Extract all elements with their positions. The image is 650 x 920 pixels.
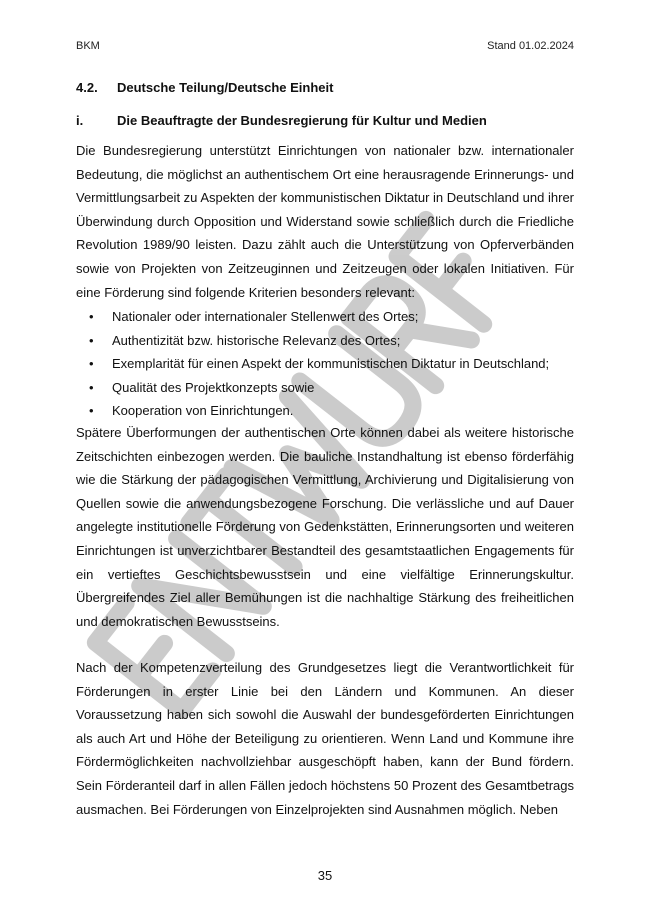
criteria-item — [76, 399, 574, 423]
page-number: 35 — [317, 868, 333, 883]
subsection-title: Die Beauftragte der Bundesregierung für Kultur und Medien — [117, 113, 487, 128]
criteria-item — [76, 376, 574, 400]
bullet-icon: • — [89, 403, 94, 419]
criteria-item — [76, 329, 574, 353]
criteria-text: Exemplarität für einen Aspekt der kommunistischen Diktatur in Deutschland; — [112, 356, 550, 372]
bullet-icon: • — [89, 356, 94, 372]
section-title: Deutsche Teilung/Deutsche Einheit — [117, 80, 334, 95]
bullet-icon: • — [89, 309, 94, 324]
criteria-list — [76, 305, 574, 423]
criteria-text: Nationaler oder internationaler Stellenwert des Ortes; — [112, 309, 419, 324]
criteria-text: Kooperation von Einrichtungen. — [112, 403, 294, 419]
header-date: Stand 01.02.2024 — [487, 40, 574, 52]
bullet-icon: • — [89, 379, 94, 395]
criteria-text: Authentizität bzw. historische Relevanz des Ortes; — [112, 332, 401, 348]
section-heading — [76, 80, 333, 95]
subsection-number: i. — [76, 113, 84, 128]
document-page — [76, 0, 574, 920]
subsection-heading — [76, 113, 487, 128]
criteria-item — [76, 305, 574, 329]
paragraph-competence: Nach der Kompetenzverteilung des Grundgesetzes liegt die Verantwortlichkeit für Förderungen in erster Linie bei den Ländern und Kommunen. An dieser Voraussetzung haben sich sowohl die Auswahl der bundesgeförderten Einrichtungen als auch Art und Höhe der Beteiligung zu orientieren. Wenn Land und Kommune ihre Fördermöglichkeiten nachvollziehbar ausgeschöpft haben, kann der Bund fördern. Sein Förderanteil darf in allen Fällen jedoch höchstens 50 Prozent des Gesamtbetrags ausmachen. Bei Förderungen von Einzelprojekten sind Ausnahmen möglich. Neben — [76, 660, 574, 817]
paragraph-intro: Die Bundesregierung unterstützt Einrichtungen von nationaler bzw. internationaler Bedeutung, die möglichst an authentischem Ort eine herausragende Erinnerungs- und Vermittlungsarbeit zu Aspekten der kommunistischen Diktatur in Deutschland und ihrer Überwindung durch Opposition und Widerstand sowie schließlich durch die Friedliche Revolution 1989/90 leisten. Dazu zählt auch die Unterstützung von Opferverbänden sowie von Projekten von Zeitzeuginnen und Zeitzeugen oder lokalen Initiativen. Für eine Förderung sind folgende Kriterien besonders relevant: — [76, 143, 574, 300]
criteria-item — [76, 352, 574, 376]
paragraph-scope: Spätere Überformungen der authentischen Orte können dabei als weitere historische Zeitschichten einbezogen werden. Die bauliche Instandhaltung ist ebenso förderfähig wie die Stärkung der pädagogischen Vermittlung, Archivierung und Digitalisierung von Quellen sowie die anwendungsbezogene Forschung. Die verlässliche und auf Dauer angelegte institutionelle Förderung von Gedenkstätten, Erinnerungsorten und weiteren Einrichtungen ist unverzichtbarer Bestandteil des gesamtstaatlichen Engagements für ein vertieftes Geschichtsbewusstsein und eine vielfältige Erinnerungskultur. Übergreifendes Ziel aller Bemühungen ist die nachhaltige Stärkung des freiheitlichen und demokratischen Bewusstseins. — [76, 425, 574, 629]
header-organization: BKM — [76, 40, 100, 52]
criteria-text: Qualität des Projektkonzepts sowie — [112, 379, 315, 395]
bullet-icon: • — [89, 332, 94, 348]
section-number: 4.2. — [76, 80, 98, 95]
